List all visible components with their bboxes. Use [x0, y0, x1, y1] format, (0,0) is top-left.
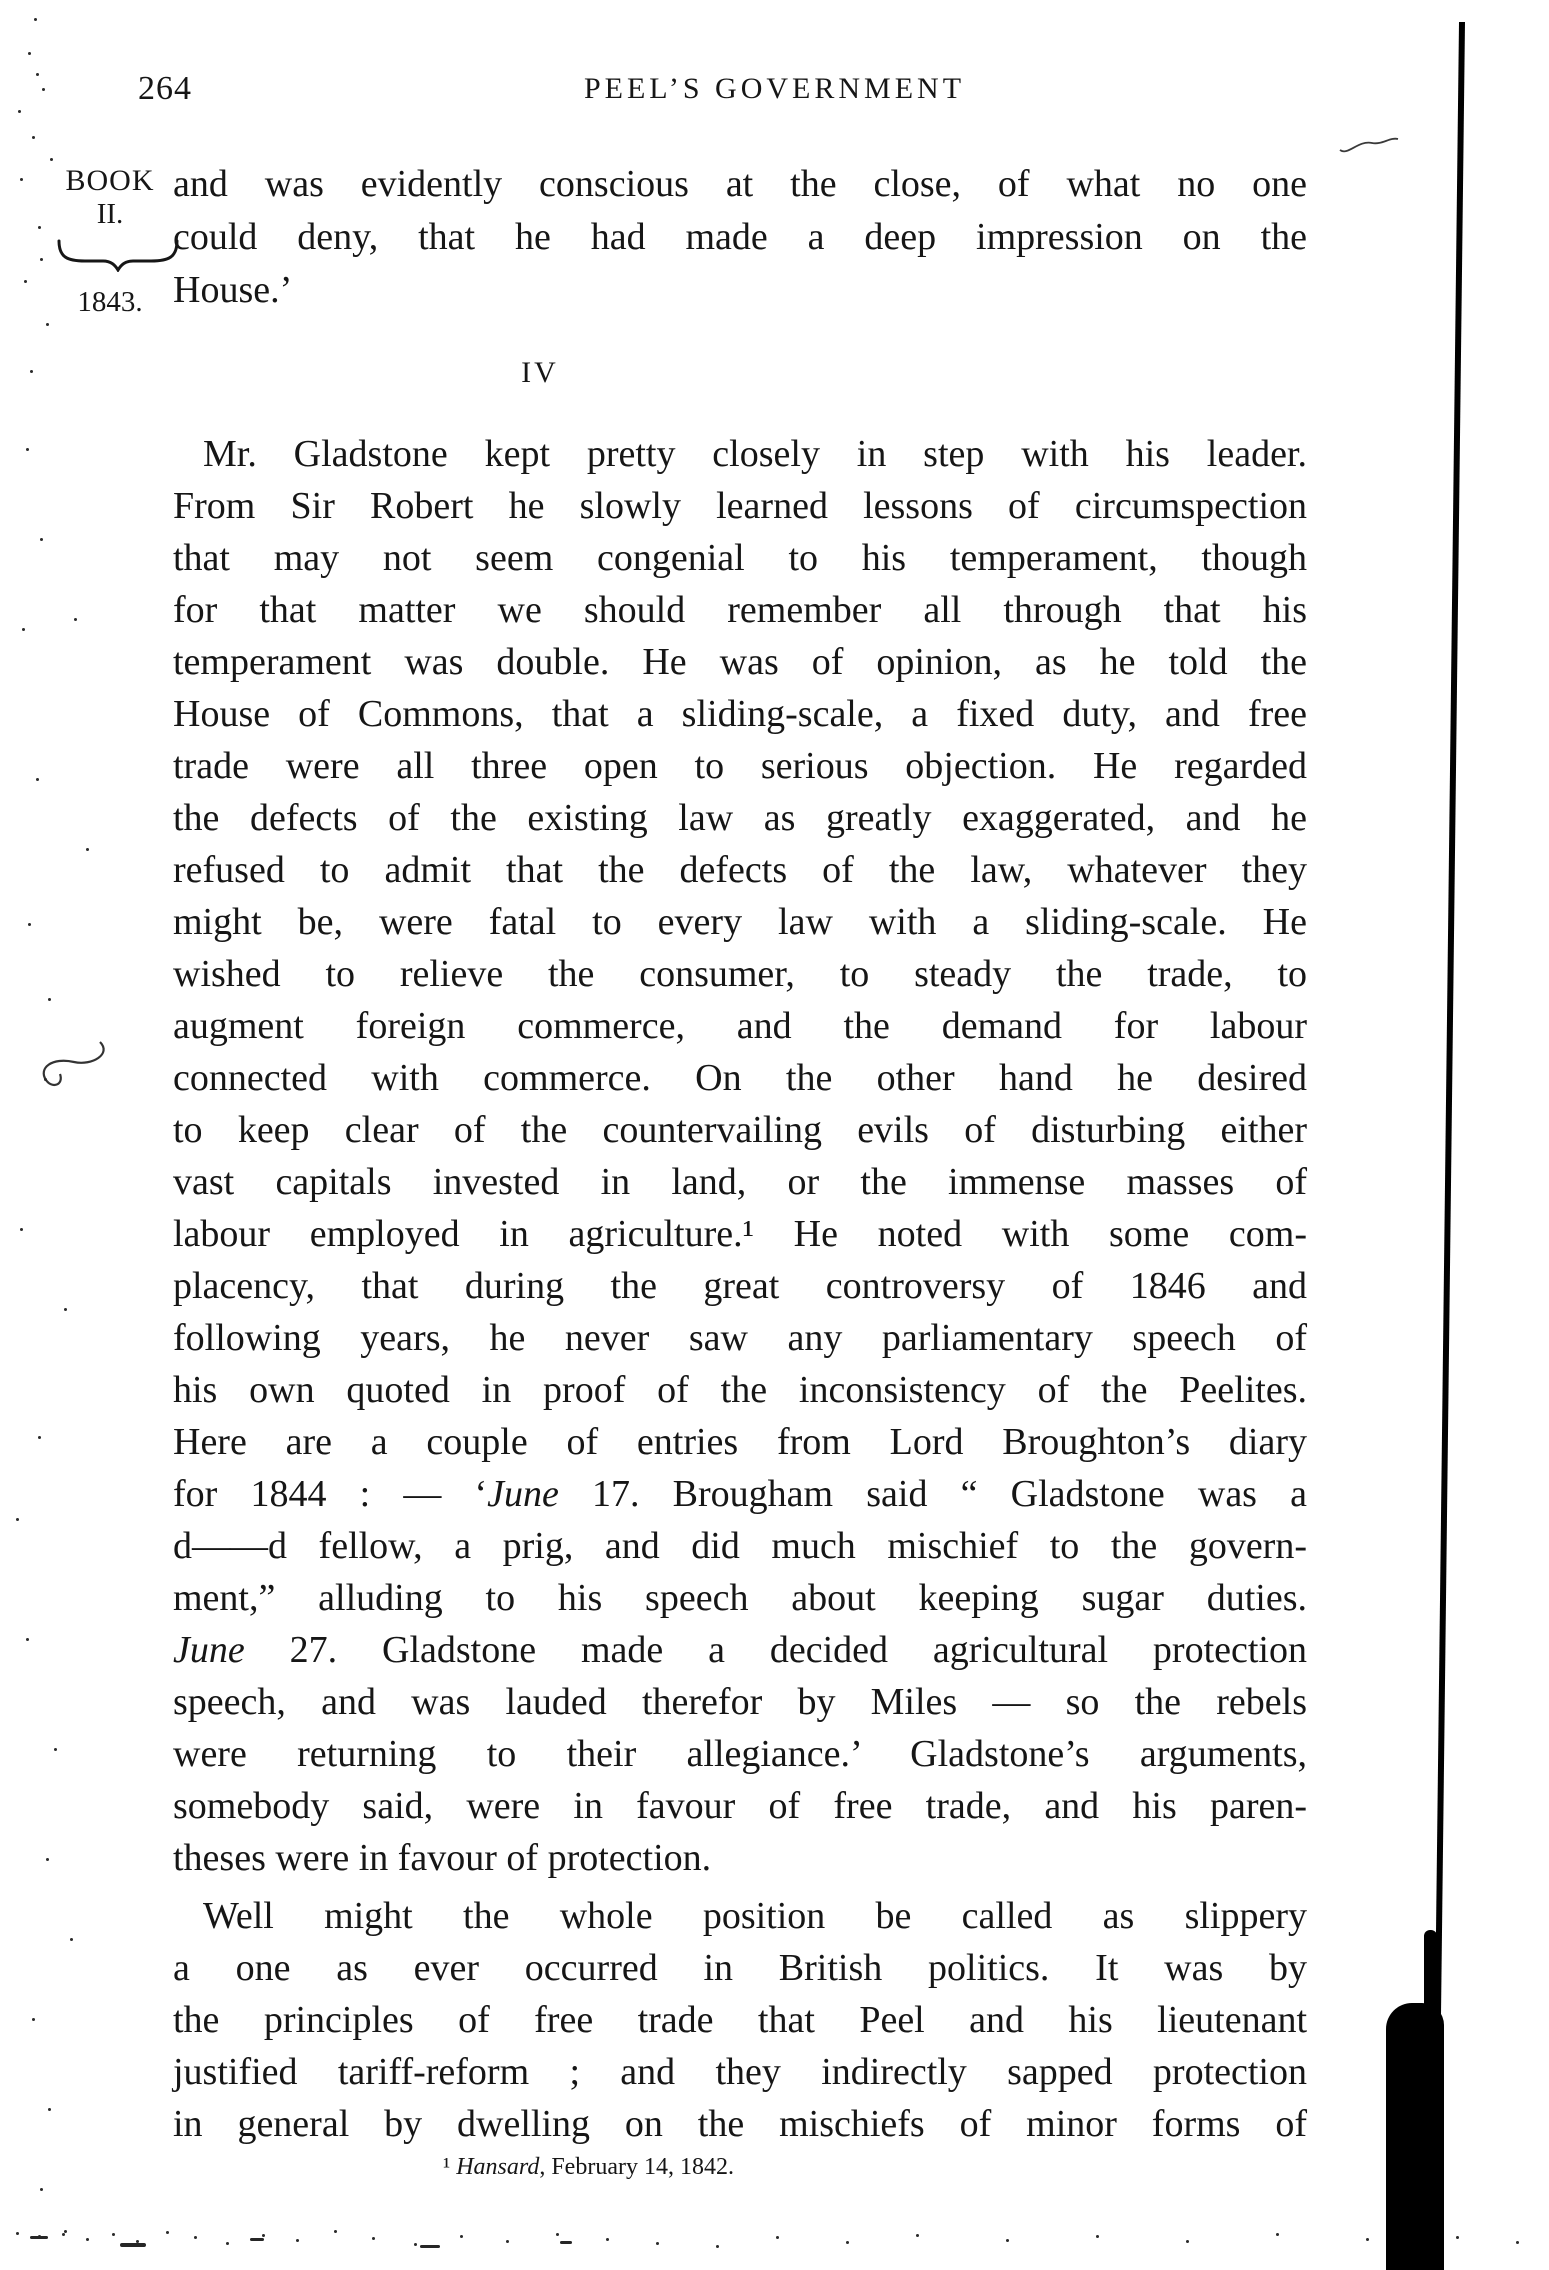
text-line: for that matter we should remember all through that his: [173, 589, 1307, 631]
ink-blob-artifact: [1386, 2003, 1444, 2270]
text-line: House of Commons, that a sliding-scale, a fixed duty, and free: [173, 693, 1307, 735]
text-line: augment foreign commerce, and the demand for labour: [173, 1005, 1307, 1047]
scan-speckles-left: [34, 18, 37, 21]
section-heading: IV: [521, 356, 559, 389]
margin-note: [40, 164, 180, 319]
text-line: that may not seem congenial to his temperament, though: [173, 537, 1307, 579]
book-number: II.: [96, 198, 124, 230]
text-line: refused to admit that the defects of the law, whatever they: [173, 849, 1307, 891]
text-line: Mr. Gladstone kept pretty closely in step with his leader.: [203, 433, 1307, 475]
paragraph-main: [173, 428, 1307, 1884]
margin-year: 1843.: [77, 286, 143, 318]
scan-dash-artifact: [30, 2236, 48, 2239]
text-line: for 1844 : — ‘June 17. Brougham said “ Gladstone was a: [173, 1473, 1307, 1515]
text-line: ment,” alluding to his speech about keeping sugar duties.: [173, 1577, 1307, 1619]
text-line: June 27. Gladstone made a decided agricultural protection: [173, 1629, 1307, 1671]
scan-edge-line-artifact: [1432, 22, 1465, 2270]
text-line: connected with commerce. On the other hand he desired: [173, 1057, 1307, 1099]
text-line: vast capitals invested in land, or the immense masses of: [173, 1161, 1307, 1203]
scan-dash-artifact: [420, 2245, 440, 2248]
text-line: Here are a couple of entries from Lord Broughton’s diary: [173, 1421, 1307, 1463]
text-line: the principles of free trade that Peel and his lieutenant: [173, 1999, 1307, 2041]
page-header: [0, 66, 1549, 114]
text-line: House.’: [173, 269, 293, 311]
scan-dash-artifact: [560, 2241, 572, 2244]
scan-dash-artifact: [120, 2243, 146, 2247]
text-line: his own quoted in proof of the inconsistency of the Peelites.: [173, 1369, 1307, 1411]
page-number: 264: [138, 70, 192, 107]
text-line: temperament was double. He was of opinion, as he told the: [173, 641, 1307, 683]
text-line: Well might the whole position be called as slippery: [203, 1895, 1307, 1937]
text-line: could deny, that he had made a deep impression on the: [173, 216, 1307, 258]
paragraph-closing: [173, 1890, 1307, 2150]
text-line: labour employed in agriculture.¹ He noted with some com-: [173, 1213, 1307, 1255]
text-line: wished to relieve the consumer, to steady the trade, to: [173, 953, 1307, 995]
running-head: PEEL’S GOVERNMENT: [583, 72, 966, 105]
text-line: in general by dwelling on the mischiefs of minor forms of: [173, 2103, 1307, 2145]
paragraph-continuation: [173, 158, 1307, 317]
footnote: [443, 2150, 1143, 2184]
text-line: placency, that during the great controversy of 1846 and: [173, 1265, 1307, 1307]
text-line: trade were all three open to serious objection. He regarded: [173, 745, 1307, 787]
text-line: somebody said, were in favour of free trade, and his paren-: [173, 1785, 1307, 1827]
text-line: the defects of the existing law as greatly exaggerated, and he: [173, 797, 1307, 839]
text-line: following years, he never saw any parliamentary speech of: [173, 1317, 1307, 1359]
text-line: From Sir Robert he slowly learned lessons of circumspection: [173, 485, 1307, 527]
text-line: d——d fellow, a prig, and did much mischief to the govern-: [173, 1525, 1307, 1567]
text-line: speech, and was lauded therefor by Miles — so the rebels: [173, 1681, 1307, 1723]
pencil-squiggle-top-right: [1338, 132, 1400, 162]
text-line: might be, were fatal to every law with a sliding-scale. He: [173, 901, 1307, 943]
text-line: justified tariff-reform ; and they indirectly sapped protection: [173, 2051, 1307, 2093]
text-line: to keep clear of the countervailing evils of disturbing either: [173, 1109, 1307, 1151]
scan-dash-artifact: [250, 2238, 264, 2241]
scan-speckles-bottom: [16, 2232, 19, 2235]
text-line: theses were in favour of protection.: [173, 1837, 712, 1879]
text-line: and was evidently conscious at the close, of what no one: [173, 163, 1307, 205]
text-line: a one as ever occurred in British politics. It was by: [173, 1947, 1307, 1989]
margin-brace-icon: [54, 238, 182, 272]
pencil-squiggle-left-margin: [20, 1036, 124, 1110]
text-line: ¹ Hansard, February 14, 1842.: [443, 2154, 734, 2180]
book-label: BOOK: [65, 164, 155, 197]
text-line: were returning to their allegiance.’ Gladstone’s arguments,: [173, 1733, 1307, 1775]
